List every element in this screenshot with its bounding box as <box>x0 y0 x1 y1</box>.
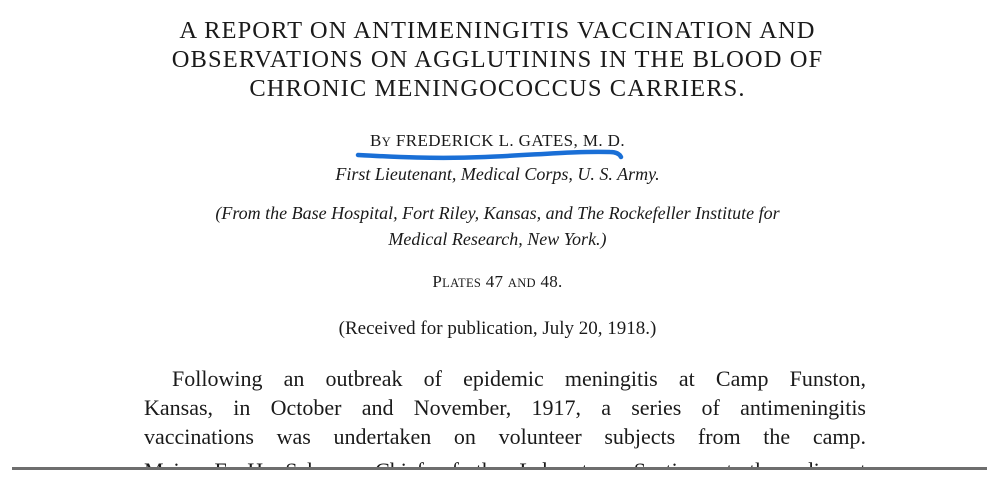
plate-number-2: 48. <box>540 272 563 291</box>
plates-initial: P <box>432 272 443 291</box>
title-line-1: A REPORT ON ANTIMENINGITIS VACCINATION AND <box>179 17 816 44</box>
body-line-1: Following an outbreak of epidemic meningitis at Camp Funston, <box>172 366 866 391</box>
body-paragraph <box>144 364 866 451</box>
received-date: (Received for publication, July 20, 1918.) <box>338 318 657 339</box>
bottom-mask <box>0 470 995 477</box>
title-line-3: CHRONIC MENINGOCOCCUS CARRIERS. <box>249 75 746 102</box>
body-line-3: vaccinations was undertaken on volunteer subjects from the camp. <box>144 424 866 449</box>
paper-title <box>0 16 995 103</box>
plates-note <box>0 272 995 292</box>
byline-by-initial: B <box>370 131 382 150</box>
plates-and: AND <box>507 276 536 290</box>
author-rank: First Lieutenant, Medical Corps, U. S. Army. <box>335 164 660 184</box>
affiliation-line-2: Medical Research, New York.) <box>388 229 607 249</box>
byline-by-rest: Y <box>381 135 392 149</box>
affiliation-line-1: (From the Base Hospital, Fort Riley, Kansas, and The Rockefeller Institute for <box>215 203 780 223</box>
handwritten-underline-annotation <box>355 141 625 165</box>
plates-rest: LATES <box>442 276 482 290</box>
affiliation <box>0 200 995 252</box>
plate-number-1: 47 <box>485 272 504 291</box>
title-line-2: OBSERVATIONS ON AGGLUTININS IN THE BLOOD OF <box>171 46 824 73</box>
author-name: FREDERICK L. GATES, M. D. <box>395 131 625 150</box>
body-line-2: Kansas, in October and November, 1917, a series of antimeningitis <box>144 395 866 420</box>
